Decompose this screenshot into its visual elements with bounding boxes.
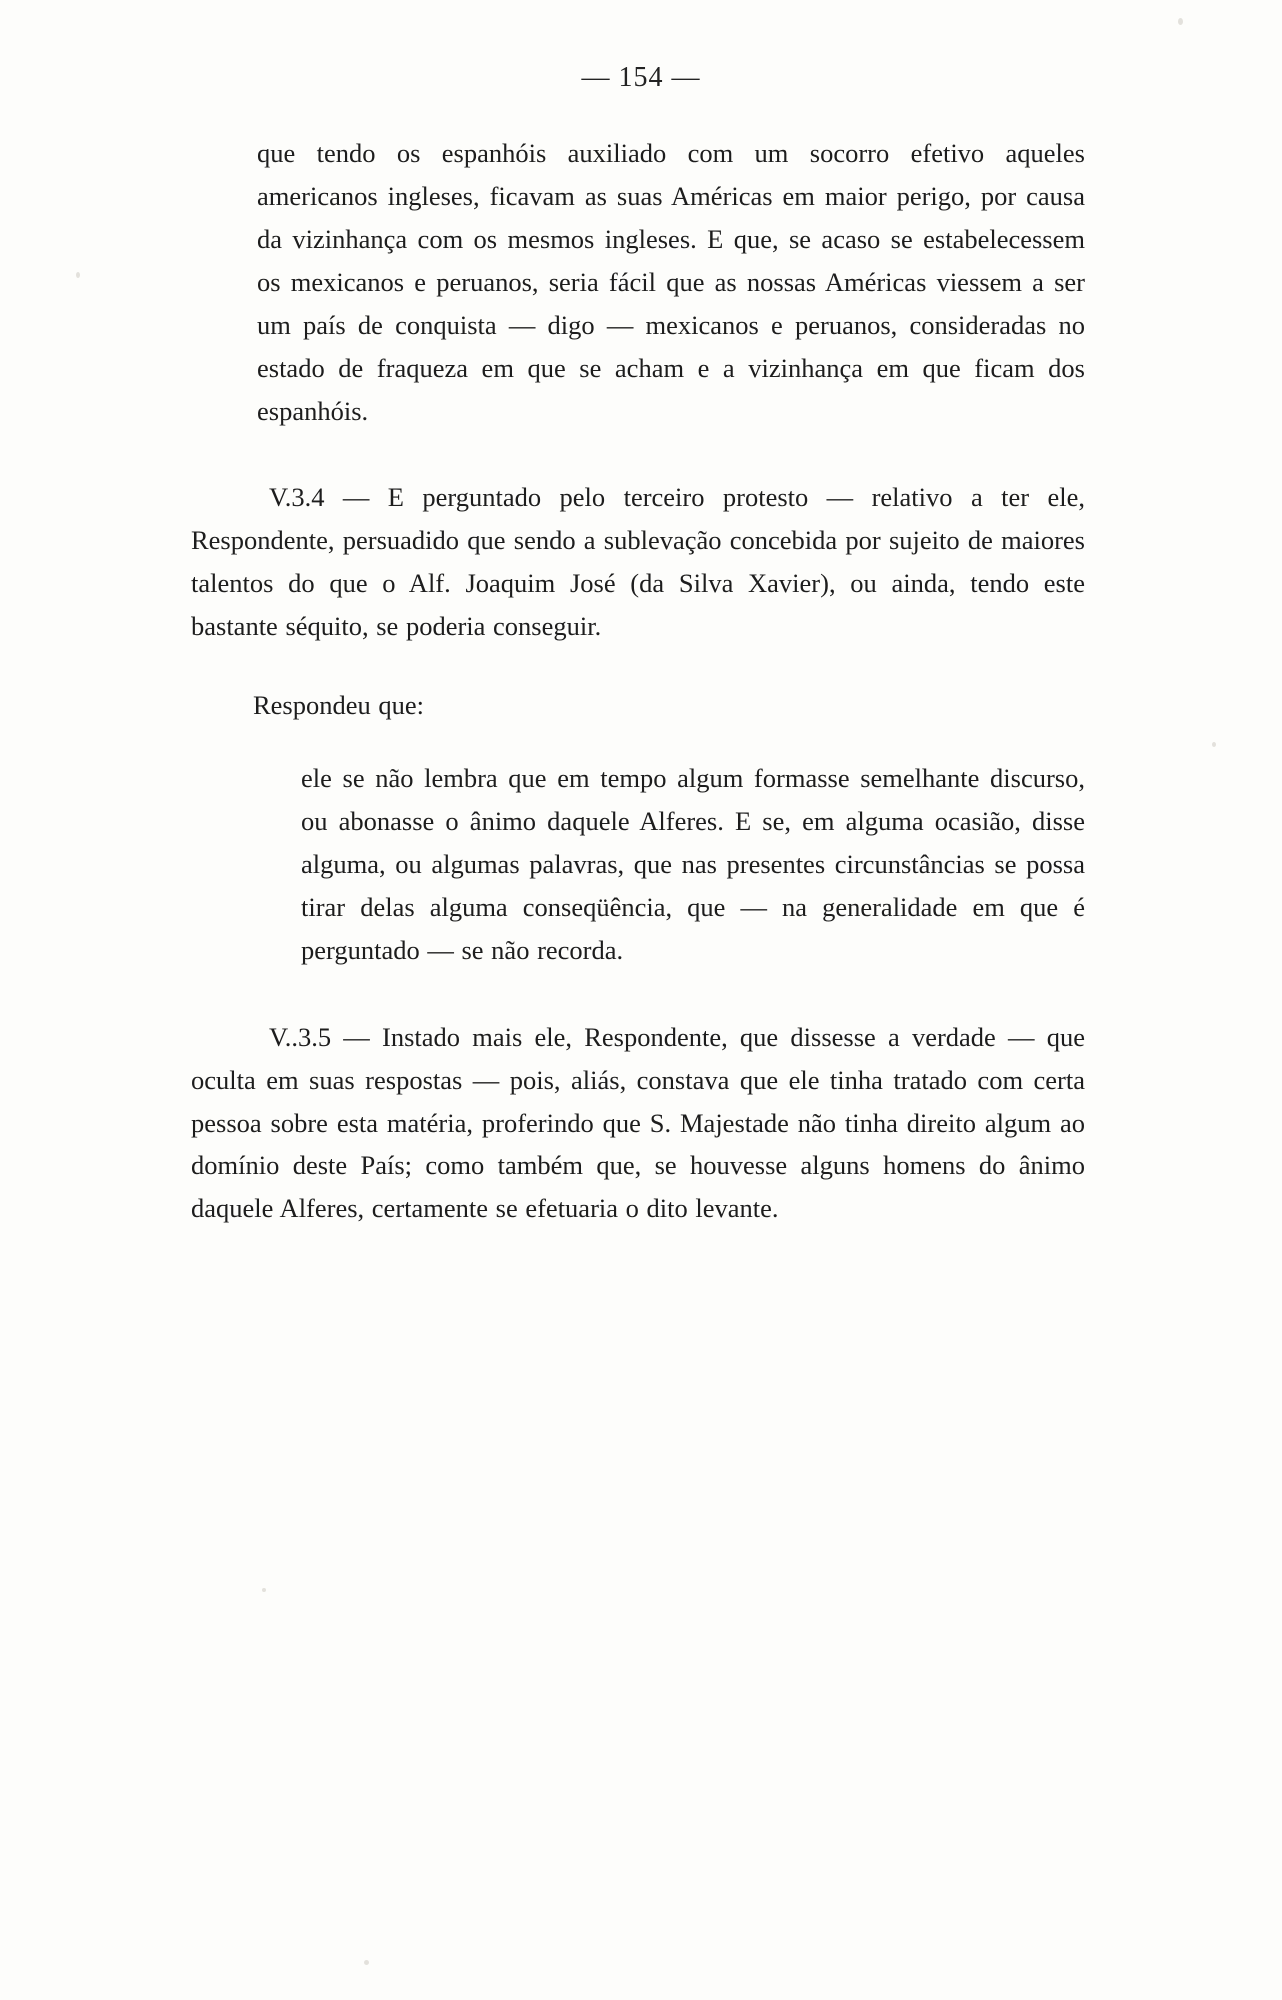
paper-speck [76, 272, 80, 278]
paragraph-continuation: que tendo os espanhóis auxiliado com um socorro efetivo aqueles americanos ingleses, ficavam as suas Américas em maior perigo, por causa da vizinhança com os mesmos ingleses. E que, se acaso se estabelecessem os mexicanos e peruanos, seria fácil que as nossas Américas viessem a ser um país de conquista — digo — mexicanos e peruanos, consideradas no estado de fraqueza em que se acham e a vizinhança em que ficam dos espanhóis. [257, 138, 1085, 426]
paragraph-spacer [191, 972, 1091, 1016]
paragraph-answer-lead: Respondeu que: [253, 690, 425, 721]
paragraph-question-v35: V..3.5 — Instado mais ele, Respondente, que dissesse a verdade — que oculta em suas respostas — pois, aliás, constava que ele tinha tratado com certa pessoa sobre esta matéria, proferindo que S. Majestade não tinha direito algum ao domínio deste País; como também que, se houvesse alguns homens do ânimo daquele Alferes, certamente se efetuaria o dito levante. [191, 1021, 1085, 1224]
paragraph-spacer [191, 648, 1091, 684]
paper-speck [364, 1960, 369, 1965]
paragraph-spacer [191, 432, 1091, 476]
page-number: — 154 — [581, 62, 701, 93]
paper-speck [262, 1588, 266, 1592]
paper-speck [1212, 742, 1216, 747]
paragraph-answer-quote: ele se não lembra que em tempo algum formasse semelhante discurso, ou abonasse o ânimo daquele Alferes. E se, em alguma ocasião, disse alguma, ou algumas palavras, que nas presentes circunstâncias se possa tirar delas alguma conseqüência, que — na generalidade em que é perguntado — se não recorda. [301, 763, 1085, 965]
document-body [191, 94, 1091, 1230]
paper-speck [1178, 18, 1183, 25]
paragraph-spacer [191, 727, 1091, 757]
paragraph-question-v34: V.3.4 — E perguntado pelo terceiro protesto — relativo a ter ele, Respondente, persuadido que sendo a sublevação concebida por sujeito de maiores talentos do que o Alf. Joaquim José (da Silva Xavier), ou ainda, tendo este bastante séquito, se poderia conseguir. [191, 482, 1085, 642]
